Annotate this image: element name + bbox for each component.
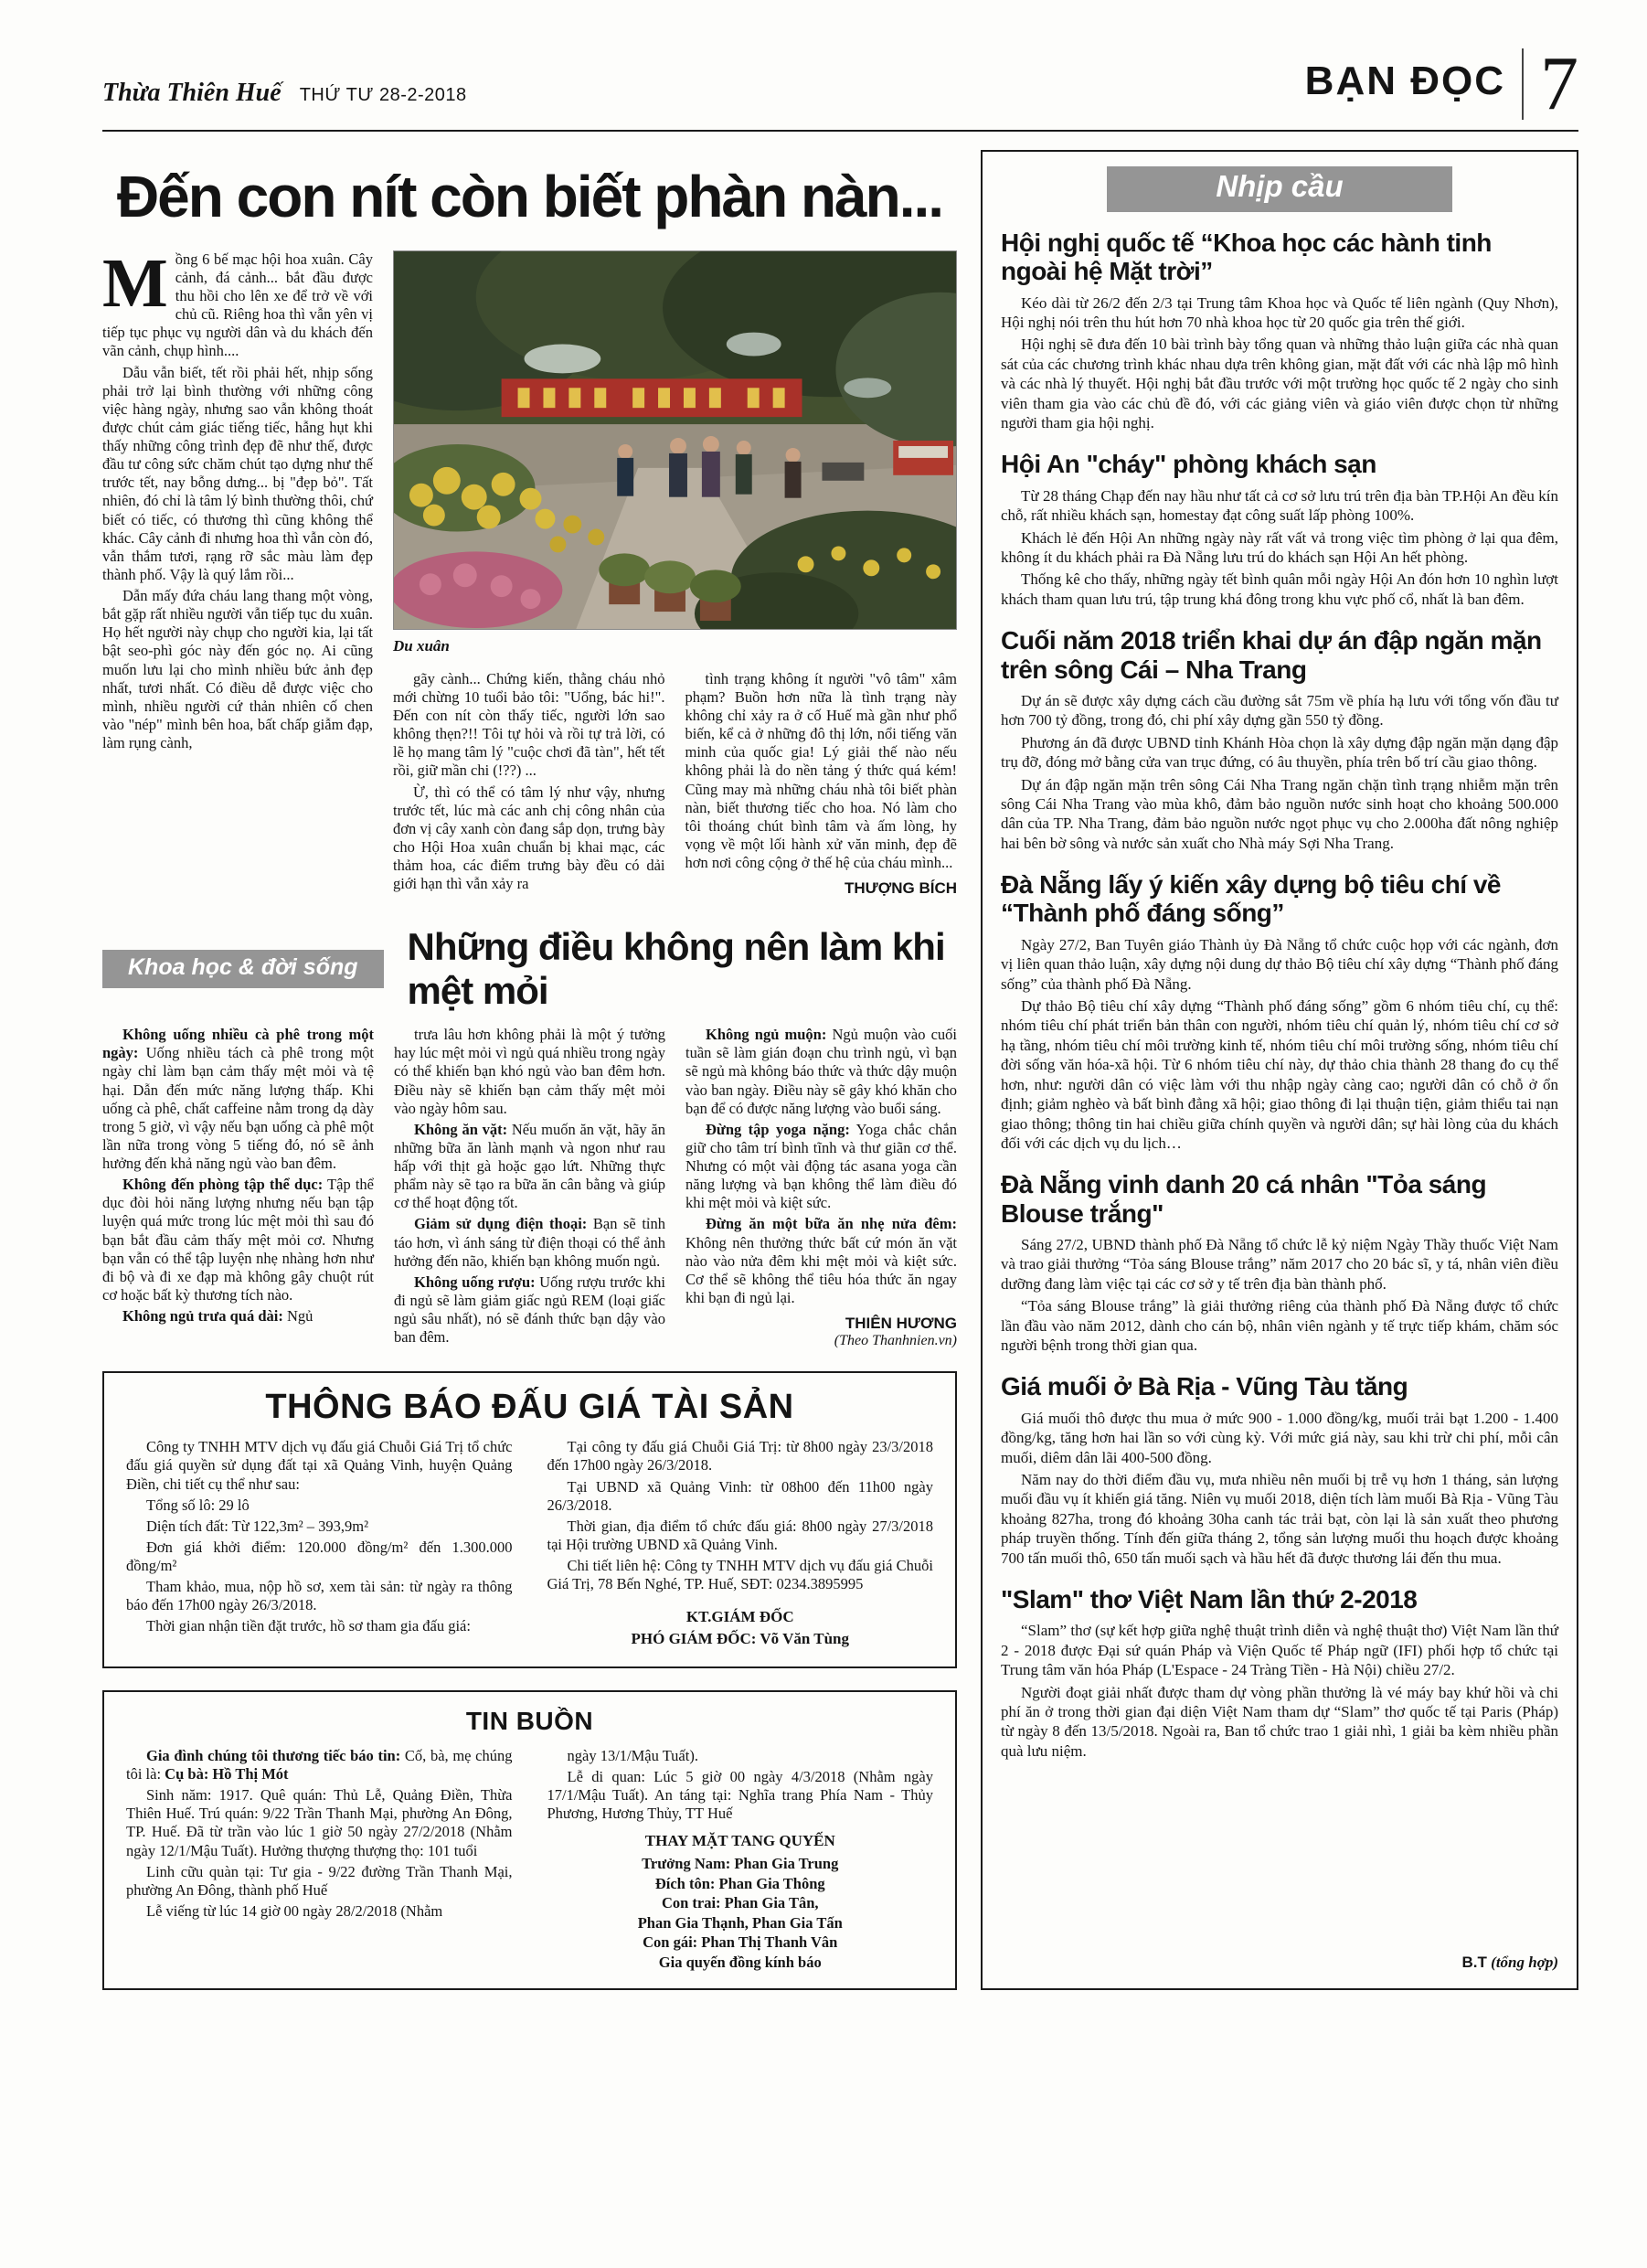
article-headline: Hội An "cháy" phòng khách sạn: [1001, 450, 1376, 479]
page-number: 7: [1540, 41, 1578, 126]
article-headline: Giá muối ở Bà Rịa - Vũng Tàu tăng: [1001, 1372, 1408, 1401]
obituary-title: TIN BUỒN: [465, 1706, 594, 1735]
article-text: [1001, 486, 1558, 609]
under-photo-columns: [393, 670, 957, 898]
masthead-left: [102, 79, 467, 121]
obituary-column-2: [547, 1747, 934, 1972]
paragraph: tình trạng không ít người "vô tâm" xâm phạm? Buồn hơn nữa là tình trạng này không chỉ xảy ra ở cố Huế mà gần như phổ biến, kể cả ở những đô thị lớn, nổi tiếng văn minh của quốc gia! Lý giải thế nào nếu không phải là do nền tảng ý thức quá kém! Cũng may mà những cháu nhà tôi biết phàn nàn, biết thương tiếc cho hoa. Nó làm cho tôi thoáng chút bình tâm và ấm lòng, hy vọng về một lối hành xử văn minh, đẹp đẽ hơn nơi công cộng ở thế hệ của cháu mình...: [685, 669, 957, 872]
obituary-column-2-text: [547, 1747, 934, 1824]
auction-column-2: [547, 1438, 934, 1650]
paragraph: “Tỏa sáng Blouse trắng” là giải thưởng riêng của thành phố Đà Nẵng được tổ chức lần đầu vào năm 2012, dành cho cán bộ, nhân viên ngành y tế trực tiếp khám, chăm sóc người bệnh trong thời gian qua.: [1001, 1297, 1558, 1355]
paragraph: Dự án sẽ được xây dựng cách cầu đường sắt 75m về phía hạ lưu với tổng vốn đầu tư hơn 700 tỷ đồng, trong đó, chi phí xây dựng gần 550 tỷ đồng.: [1001, 691, 1558, 729]
paragraph: Linh cữu quàn tại: Tư gia - 9/22 đường Trần Thanh Mại, phường An Đông, thành phố Huế: [126, 1862, 513, 1899]
article-text: [1001, 293, 1558, 433]
article-text: [1001, 935, 1558, 1153]
main-article-body: [102, 244, 957, 898]
masthead: [102, 41, 1578, 132]
news-article: [1001, 1170, 1558, 1358]
paragraph: Ngày 27/2, Ban Tuyên giáo Thành ủy Đà Nẵng tổ chức cuộc họp với các ngành, đơn vị liên quan thảo luận, xây dựng nội dung dự thảo Bộ tiêu chí xây dựng “Thành phố đáng sống” của thành phố Đà Nẵng.: [1001, 935, 1558, 993]
paragraph: Công ty TNHH MTV dịch vụ đấu giá Chuỗi Giá Trị tổ chức đấu giá quyền sử dụng đất tại xã Quảng Vinh, huyện Quảng Điền, chi tiết cụ thể như sau:: [126, 1438, 513, 1493]
paragraph: Không uống rượu: Uống rượu trước khi đi ngủ sẽ làm giảm giấc ngủ REM (loại giấc ngủ sâu nhất), nó sẽ đánh thức bạn dậy vào ban đêm.: [394, 1272, 665, 1347]
article-text: [1001, 691, 1558, 853]
auction-body: [126, 1438, 933, 1650]
auction-notice: [102, 1371, 957, 1668]
paragraph: Sinh năm: 1917. Quê quán: Thủ Lễ, Quảng Điền, Thừa Thiên Huế. Trú quán: 9/22 Trần Thanh Mại, phường An Đông, TP. Huế. Đã từ trần vào lúc 1 giờ 50 ngày 27/2/2018 (Nhằm ngày 12/1/Mậu Tuất). Hưởng thượng thượng thọ: 101 tuổi: [126, 1786, 513, 1859]
paragraph: Dẫu vẫn biết, tết rồi phải hết, nhịp sống phải trở lại bình thường với những công việc hàng ngày, nhưng sao vẫn không thoát được chút cảm giác tiếng tiếc, hẫng hụt khi thấy những công trình đẹp đẽ như thế, được đầu tư công sức chăm chút tạo dựng như thế trước tết, nay bỗng dưng... bị "đẹp bỏ". Tất nhiên, đó chỉ là tâm lý bình thường thôi, chứ biết có tiếc, có thương thì cũng không thể khác. Cây cảnh đi nhưng hoa thì vẫn còn đó, vẫn thắm tươi, rạng rỡ sắc màu làm đẹp thành phố. Vậy là quý lắm rồi...: [102, 363, 373, 583]
column-credit: [1001, 1954, 1558, 1972]
news-article: [1001, 1372, 1558, 1571]
obituary-column-1: [126, 1747, 513, 1972]
article-text: [1001, 1235, 1558, 1355]
paragraph: Thống kê cho thấy, những ngày tết bình quân mỗi ngày Hội An đón hơn 10 nghìn lượt khách tham quan lưu trú, tập trung khá đông trong khu vực phố cổ, nhất là ban đêm.: [1001, 570, 1558, 608]
paragraph: Không ăn vặt: Nếu muốn ăn vặt, hãy ăn những bữa ăn lành mạnh và ngon như rau hấp với thịt gà hoặc gạo lứt. Những thực phẩm này sẽ tạo ra bữa ăn cân bằng và giúp cơ thể hoạt động tốt.: [394, 1120, 665, 1212]
paragraph: Đơn giá khởi điểm: 120.000 đồng/m² đến 1.300.000 đồng/m²: [126, 1538, 513, 1575]
paragraph: Đừng tập yoga nặng: Yoga chắc chắn giữ cho tâm trí bình tĩnh và thư giãn cơ thể. Nhưng có một vài động tác asana yoga cần năng lượng và bạn không thể làm điều đó khi mệt mỏi và kiệt sức.: [685, 1120, 958, 1212]
paragraph: “Slam” thơ (sự kết hợp giữa nghệ thuật trình diễn và nghệ thuật thơ) Việt Nam lần thứ 2 - 2018 được Đại sứ quán Pháp và Viện Quốc tế Pháp ngữ (IFI) phối hợp tổ chức tại Trung tâm văn hóa Pháp (L'Espace - 24 Tràng Tiền - Hà Nội) chiều 27/2.: [1001, 1622, 1558, 1679]
paragraph: Không ngủ trưa quá dài: Ngủ: [122, 1307, 313, 1326]
main-article-title: Đến con nít còn biết phàn nàn...: [116, 163, 943, 229]
author-byline: THIÊN HƯƠNG: [845, 1315, 957, 1333]
auction-title: THÔNG BÁO ĐẤU GIÁ TÀI SẢN: [265, 1388, 794, 1427]
article-column-1: [102, 244, 373, 898]
family-representative-lines: [547, 1854, 934, 1972]
science-article-title: Những điều không nên làm khi mệt mỏi: [407, 925, 945, 1013]
science-header: [102, 925, 957, 1013]
article-headline: Hội nghị quốc tế “Khoa học các hành tinh ngoài hệ Mặt trời”: [1001, 228, 1492, 286]
photo-illustration: [394, 251, 956, 629]
article-right-area: [393, 250, 957, 898]
paragraph: Khách lẻ đến Hội An những ngày này rất vất vả trong việc tìm phòng ở lại qua đêm, không ít du khách phải ra Đà Nẵng lưu trú do khách sạn Hội An hết phòng.: [1001, 528, 1558, 566]
paragraph: Tham khảo, mua, nộp hồ sơ, xem tài sản: từ ngày ra thông báo đến 17h00 ngày 26/3/2018.: [126, 1578, 513, 1614]
paragraph: Sáng 27/2, UBND thành phố Đà Nẵng tổ chức lễ kỷ niệm Ngày Thầy thuốc Việt Nam và trao giải thưởng “Tỏa sáng Blouse trắng” năm 2017 cho 20 bác sĩ, y tá, nhân viên điều dưỡng đang làm việc tại các cơ sở y tế trên địa bàn thành phố.: [1001, 1236, 1558, 1293]
article-text: [1001, 1621, 1558, 1761]
family-representative-title: THAY MẶT TANG QUYẾN: [644, 1832, 835, 1850]
photo-caption: Du xuân: [393, 636, 450, 655]
paragraph: Tại UBND xã Quảng Vinh: từ 08h00 đến 11h00 ngày 26/3/2018.: [547, 1477, 933, 1514]
main-article: [102, 163, 957, 898]
science-column-3: [685, 1026, 957, 1349]
paragraph: Tổng số lô: 29 lô: [146, 1496, 250, 1514]
section-name: BẠN ĐỌC: [1304, 58, 1505, 103]
paragraph: trưa lâu hơn không phải là một ý tưởng hay lúc mệt mỏi vì ngủ quá nhiều trong ngày có thể khiến bạn khó ngủ vào ban đêm hơn. Điều này sẽ khiến bạn cảm thấy mệt mỏi vào ngày hôm sau.: [394, 1026, 665, 1117]
science-column-3-text: [685, 1026, 957, 1307]
science-column-2: [394, 1026, 665, 1349]
paragraph: Thời gian nhận tiền đặt trước, hồ sơ tham gia đấu giá:: [146, 1617, 471, 1635]
article-headline: Cuối năm 2018 triển khai dự án đập ngăn mặn trên sông Cái – Nha Trang: [1001, 626, 1542, 684]
signature-name: PHÓ GIÁM ĐỐC: Võ Văn Tùng: [631, 1630, 849, 1648]
paragraph: Gia quyến đồng kính báo: [658, 1953, 822, 1971]
paragraph: Thời gian, địa điểm tổ chức đấu giá: 8h00 ngày 27/3/2018 tại Hội trường UBND xã Quảng Vinh.: [547, 1517, 933, 1553]
news-article: [1001, 450, 1558, 612]
article-column-3: [685, 670, 958, 898]
obituary-body: [126, 1747, 933, 1972]
issue-date: THỨ TƯ 28-2-2018: [299, 84, 467, 105]
paragraph: gãy cành... Chứng kiến, thằng cháu nhỏ mới chừng 10 tuổi bảo tôi: "Uổng, bác hi!". Đến con nít còn thấy tiếc, người lớn sao không thẹn?!! Tôi tự hỏi và rồi tự trả lời, có lẽ họ mang tâm lý "cuộc chơi đã tàn", hết tết rồi, giữ mần chi (!??) ...: [393, 669, 665, 780]
paragraph: Lễ di quan: Lúc 5 giờ 00 ngày 4/3/2018 (Nhằm ngày 17/1/Mậu Tuất). An táng tại: Nghĩa trang Phía Nam - Thủy Phương, Hương Thủy, TT Huế: [547, 1768, 933, 1823]
paragraph: Mồng 6 bế mạc hội hoa xuân. Cây cảnh, đá cảnh... bắt đầu được thu hồi cho lên xe để trở về với chủ cũ. Riêng hoa thì vẫn yên vị tiếp tục phục vụ người dân và du khách đến vãn cảnh, chụp hình....: [102, 244, 373, 360]
right-column: [981, 150, 1578, 1990]
science-section: [102, 925, 957, 1349]
article-column-2: [393, 670, 665, 898]
paragraph: Phan Gia Thạnh, Phan Gia Tấn: [637, 1913, 843, 1932]
paragraph: Không uống nhiều cà phê trong một ngày: Uống nhiều tách cà phê trong một ngày chỉ làm bạn cảm thấy mệt mỏi và tệ hại. Dẫn đến mức năng lượng thấp. Khi uống cà phê, chất caffeine nằm trong dạ dày trong 5 giờ, vì vậy nếu bạn uống cà phê một lần nữa trong vòng 5 tiếng đó, nó sẽ ảnh hưởng đến khả năng ngủ vào ban đêm.: [102, 1026, 374, 1173]
paragraph: Con gái: Phan Thị Thanh Vân: [643, 1933, 838, 1952]
left-column: [102, 150, 957, 1990]
article-column-3-text: [685, 670, 958, 872]
paragraph: Lễ viếng từ lúc 14 giờ 00 ngày 28/2/2018 (Nhằm: [146, 1901, 443, 1920]
paragraph: Dự án đập ngăn mặn trên sông Cái Nha Trang ngăn chặn tình trạng nhiễm mặn trên sông Cái Nha Trang vào mùa khô, đảm bảo nguồn nước sinh hoạt cho khoảng 500.000 dân của TP. Nha Trang, đảm bảo nguồn nước ngọt phục vụ cho 2.000ha đất nông nghiệp hai bên bờ sông và nước sản xuất cho Nhà máy Sợi Nha Trang.: [1001, 775, 1558, 852]
article-text: [1001, 1409, 1558, 1568]
source-credit: (Theo Thanhnien.vn): [834, 1333, 957, 1349]
paragraph: Kéo dài từ 26/2 đến 2/3 tại Trung tâm Khoa học và Quốc tế liên ngành (Quy Nhơn), Hội nghị nói trên thu hút hơn 70 nhà khoa học từ 20 quốc gia trên thế giới.: [1001, 293, 1558, 331]
article-headline: "Slam" thơ Việt Nam lần thứ 2-2018: [1001, 1585, 1418, 1614]
obituary-notice: [102, 1690, 957, 1990]
paragraph: Giảm sử dụng điện thoại: Bạn sẽ tỉnh táo hơn, vì ánh sáng từ điện thoại có thể ảnh hưởng đến não, khiến bạn không muốn ngủ.: [394, 1215, 665, 1270]
masthead-right: [1304, 41, 1578, 126]
paragraph: Giá muối thô được thu mua ở mức 900 - 1.000 đồng/kg, muối trải bạt 1.200 - 1.400 đồng/kg, tăng hơn hai lần so với cùng kỳ. Với mức giá này, sau khi trừ chi phí, mỗi cân muối, diêm dân lãi 400-500 đồng.: [1001, 1409, 1558, 1466]
paragraph: Người đoạt giải nhất được tham dự vòng phần thưởng là vé máy bay khứ hồi và chi phí ăn ở trong thời gian đại diện Việt Nam tham dự “Slam” thơ quốc tế tại Paris (Pháp) từ ngày 8 đến 13/5/2018. Ngoài ra, Ban tổ chức trao 1 giải nhì, 1 giải ba kèm nhiều phần quà lưu niệm.: [1001, 1683, 1558, 1760]
auction-column-2-text: [547, 1438, 934, 1593]
page-content: [102, 150, 1578, 1990]
nhip-cau-box: [981, 150, 1578, 1990]
paragraph: Dự thảo Bộ tiêu chí xây dựng “Thành phố đáng sống” gồm 6 nhóm tiêu chí, cụ thể: nhóm tiêu chí phát triển bản thân con người, nhóm tiêu chí quản lý, nhóm tiêu chí cơ sở hạ tầng, nhóm tiêu chí môi trường kinh tế, nhóm tiêu chí môi trường sống, nhóm tiêu chí đời sống văn hóa-xã hội. Từ 6 nhóm tiêu chí này, dự thảo chia thành 28 thang đo cụ thể hơn, như: người dân có việc làm với thu nhập ngày càng cao; người dân có chỗ ở ổn định; giảm nghèo và bất bình đẳng xã hội; giao thông đi lại thuận tiện, giảm thiểu tai nạn giao thông; thông tin hai chiều giữa chính quyền và người dân; sự hài lòng của du khách đối với các dịch vụ du lịch…: [1001, 997, 1558, 1152]
section-kicker: Khoa học & đời sống: [102, 950, 384, 988]
paragraph: Gia đình chúng tôi thương tiếc báo tin: Cố, bà, mẹ chúng tôi là: Cụ bà: Hồ Thị Mót: [126, 1746, 513, 1784]
paragraph: Phương án đã được UBND tỉnh Khánh Hòa chọn là xây dựng đập ngăn mặn dạng đập trụ đỡ, đóng mở bằng cửa van trục đứng, có âu thuyền, phía trên bố trí cầu giao thông.: [1001, 733, 1558, 772]
paragraph: Không ngủ muộn: Ngủ muộn vào cuối tuần sẽ làm gián đoạn chu trình ngủ, vì bạn sẽ ngủ mà không báo thức và thức dậy muộn vào ban ngày. Điều này sẽ gây khó khăn cho bạn để có được năng lượng vào buổi sáng.: [685, 1026, 957, 1117]
newspaper-name: Thừa Thiên Huế: [102, 78, 282, 107]
news-article: [1001, 626, 1558, 856]
paragraph: Năm nay do thời điểm đầu vụ, mưa nhiều nên muối bị trễ vụ hơn 1 tháng, sản lượng muối đầu vụ ít khiến giá tăng. Niên vụ muối 2018, diện tích làm muối Bà Rịa - Vũng Tàu khoảng 827ha, trong đó khoảng 30ha canh tác trải bạt, còn lại là sản xuất theo phương pháp truyền thống. Tính đến giữa tháng 2, tổng sản lượng muối thu hoạch được khoảng 700 tấn muối thô, 650 tấn muối sạch và hầu hết đã được thương lái đến thu mua.: [1001, 1471, 1558, 1567]
paragraph: Chi tiết liên hệ: Công ty TNHH MTV dịch vụ đấu giá Chuỗi Giá Trị, 78 Bến Nghé, TP. Huế, SĐT: 0234.3895995: [547, 1557, 933, 1593]
article-headline: Đà Nẵng lấy ý kiến xây dựng bộ tiêu chí về “Thành phố đáng sống”: [1001, 870, 1501, 928]
paragraph: Đừng ăn một bữa ăn nhẹ nửa đêm: Không nên thưởng thức bất cứ món ăn vặt nào vào nửa đêm khi mệt mỏi và kiệt sức. Cơ thể sẽ không thể tiêu hóa thức ăn ngay khi bạn đi ngủ lại.: [685, 1215, 957, 1306]
paragraph: Đích tôn: Phan Gia Thông: [654, 1874, 825, 1892]
paragraph: Từ 28 tháng Chạp đến nay hầu như tất cả cơ sở lưu trú trên địa bàn TP.Hội An đều kín chỗ, rất nhiều khách sạn, homestay đạt công suất lấp phòng 100%.: [1001, 486, 1558, 525]
paragraph: Con trai: Phan Gia Tân,: [661, 1894, 819, 1912]
news-article: [1001, 229, 1558, 436]
author-byline: THƯỢNG BÍCH: [844, 879, 957, 898]
article-headline: Đà Nẵng vinh danh 20 cá nhân "Tỏa sáng Blouse trắng": [1001, 1170, 1487, 1228]
credit-note: (tổng hợp): [1486, 1954, 1558, 1972]
paragraph: Không đến phòng tập thể dục: Tập thể dục đòi hỏi năng lượng nhưng nếu bạn tập luyện quá mức trong lúc mệt mỏi thì sau đó bạn bắt đầu cảm thấy mệt mỏi cơ. Nhưng bạn vẫn có thể tập luyện nhẹ nhàng hơn như đi bộ và đi xe đạp mà không gây chuột rút cơ hoặc bất kỳ thương tích nào.: [102, 1176, 375, 1304]
signature-title: KT.GIÁM ĐỐC: [685, 1608, 794, 1626]
auction-column-1: [126, 1438, 513, 1650]
nhip-cau-label: Nhịp cầu: [1107, 166, 1452, 212]
paragraph: Diện tích đất: Từ 122,3m² – 393,9m²: [146, 1517, 369, 1535]
paragraph: Trưởng Nam: Phan Gia Trung: [642, 1855, 839, 1873]
paragraph: Tại công ty đấu giá Chuỗi Giá Trị: từ 8h00 ngày 23/3/2018 đến 17h00 ngày 26/3/2018.: [547, 1438, 933, 1475]
vertical-divider: [1522, 48, 1524, 120]
news-article: [1001, 1585, 1558, 1763]
du-xuan-photo: [393, 250, 957, 630]
paragraph: ngày 13/1/Mậu Tuất).: [567, 1746, 698, 1764]
signature-block: [547, 1606, 934, 1650]
science-column-1: [102, 1026, 374, 1349]
news-article: [1001, 870, 1558, 1155]
paragraph: Hội nghị sẽ đưa đến 10 bài trình bày tổng quan và những thảo luận giữa các nhà quan sát của các chương trình khác nhau dựa trên không gian, mặt đất với các nhà lập mô hình và các nhà lý thuyết. Hội nghị bắt đầu trước với một trường học quốc tế 2 ngày cho sinh viên tham gia vào các chủ đề đó, với các giảng viên và giáo viên được chọn từ những người tham gia hội nghị.: [1001, 335, 1558, 431]
paragraph: Dẫn mấy đứa cháu lang thang một vòng, bắt gặp rất nhiều người vẫn tiếp tục du xuân. Họ hết người này chụp cho người kia, lại tất bật seo-phì góc này đến góc nọ. Ai cũng muốn lưu lại cho mình nhiều bức ảnh đẹp nhất, tươi nhất. Có điều dễ được việc cho mình, nhiều người cứ thản nhiên cố chen vào "nép" mình bên hoa, bất chấp giẫm đạp, làm rụng cành,: [102, 587, 373, 752]
credit-initials: B.T: [1461, 1954, 1487, 1972]
science-body: [102, 1026, 957, 1349]
paragraph: Ừ, thì có thể có tâm lý như vậy, nhưng trước tết, lúc mà các anh chị công nhân của đơn vị cây xanh còn đang sắp dọn, trưng bày cho Hội Hoa xuân chuẩn bị khai mạc, các thảm hoa, các điểm trưng bày đều có dải giới hạn thì vẫn xảy ra: [393, 783, 665, 893]
